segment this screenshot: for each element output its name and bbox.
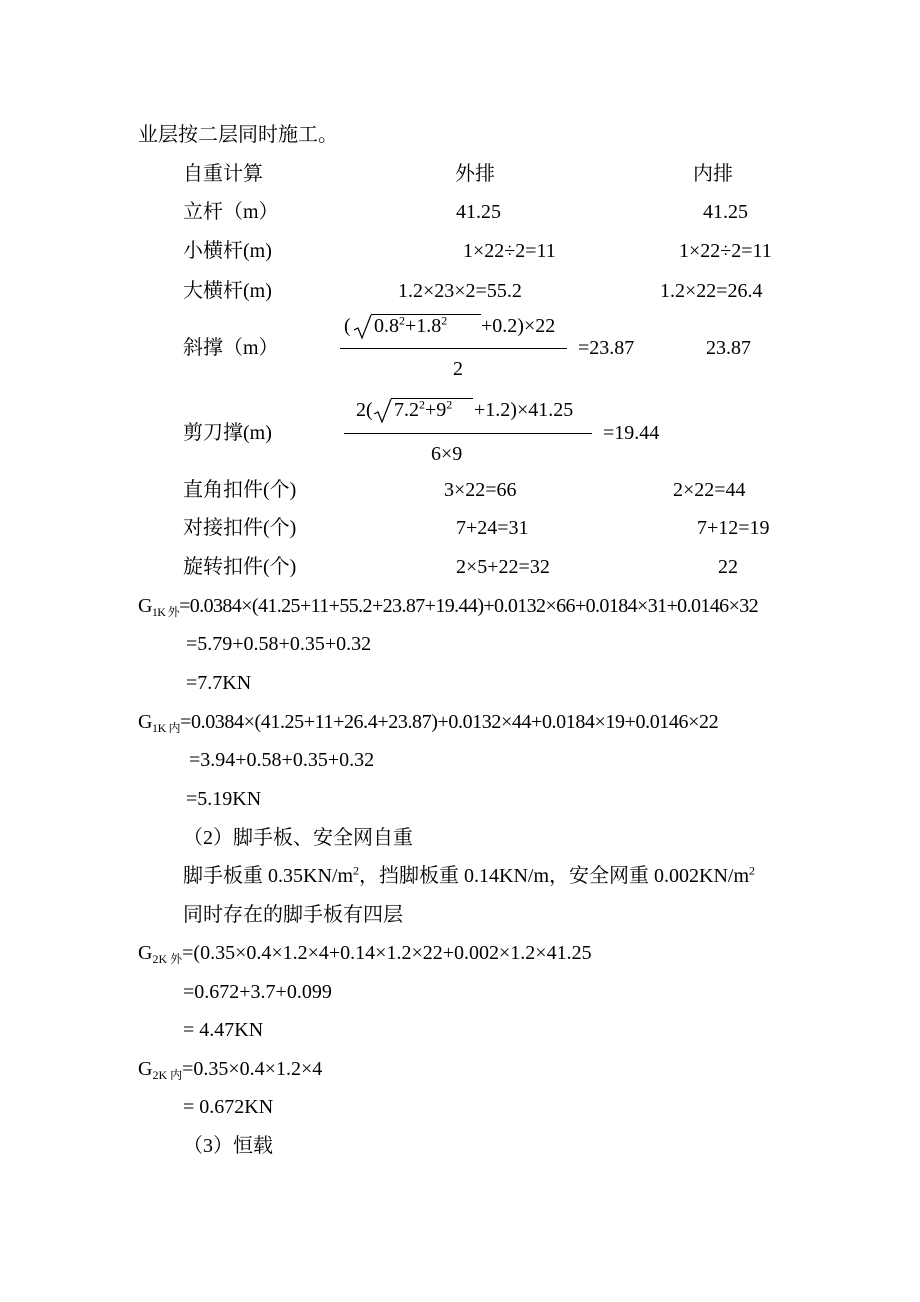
- intro-line: 业层按二层同时施工。: [138, 124, 338, 146]
- shear-numerator-rest: +1.2)×41.25: [474, 399, 574, 421]
- diag-numerator-rest: +0.2)×22: [481, 315, 556, 337]
- g2k-outer-formula: $G_{2K 外}=(0.35\times 0.4\times 1.2\times 4+0.14\times 1.2\times 22+0.002\times 1.2\times 41.25$: [138, 942, 592, 966]
- section-2-weights: 脚手板重 $0.35KN/m^2$，挡脚板重 0.14KN/m，安全网重 $0.002KN/m^2$: [183, 863, 755, 887]
- diag-radicand: $0.8^2+1.8^2$: [374, 313, 448, 337]
- header-inner: 内排: [693, 163, 733, 185]
- row-outer: 7+24=31: [456, 517, 529, 539]
- row-label: 直角扣件(个): [183, 479, 297, 501]
- row-inner: 1.2×22=26.4: [660, 280, 763, 302]
- row-label: 大横杆(m): [183, 280, 272, 302]
- g1k-outer-result: =7.7KN: [186, 672, 252, 694]
- section-3-title: （3）恒载: [183, 1135, 273, 1157]
- row-outer: 41.25: [456, 201, 501, 223]
- g1k-inner-result: =5.19KN: [186, 788, 262, 810]
- sqrt-icon: [373, 398, 393, 424]
- shear-result: =19.44: [603, 422, 660, 444]
- row-inner: 2×22=44: [673, 479, 746, 501]
- fraction-bar: [344, 433, 592, 434]
- diag-label: 斜撑（m）: [183, 337, 279, 359]
- shear-numerator-open: 2(: [356, 399, 373, 421]
- row-label: 小横杆(m): [183, 240, 272, 262]
- header-outer: 外排: [455, 163, 495, 185]
- diag-result: =23.87: [578, 337, 635, 359]
- row-label: 立杆（m）: [183, 201, 279, 223]
- g1k-inner-formula: $G_{1K 内}=0.0384\times(41.25+11+26.4+23.87)+0.0132\times 44+0.0184\times 19+0.0146\times 22$: [138, 711, 719, 735]
- row-label: 旋转扣件(个): [183, 556, 297, 578]
- g2k-inner-formula: $G_{2K 内}=0.35\times 0.4\times 1.2\times 4$: [138, 1058, 323, 1082]
- row-outer: 2×5+22=32: [456, 556, 550, 578]
- row-inner: 1×22÷2=11: [679, 240, 772, 262]
- diag-inner: 23.87: [706, 337, 751, 359]
- section-2-layers: 同时存在的脚手板有四层: [183, 904, 403, 926]
- row-inner: 7+12=19: [697, 517, 770, 539]
- diag-numerator-open: (: [344, 315, 351, 337]
- section-2-title: （2）脚手板、安全网自重: [183, 827, 413, 849]
- g1k-inner-sum: =3.94+0.58+0.35+0.32: [189, 749, 375, 771]
- g2k-outer-sum: =0.672+3.7+0.099: [183, 981, 332, 1003]
- g1k-outer-sum: =5.79+0.58+0.35+0.32: [186, 633, 372, 655]
- row-outer: 1.2×23×2=55.2: [398, 280, 522, 302]
- row-label: 对接扣件(个): [183, 517, 297, 539]
- shear-denominator: 6×9: [431, 443, 463, 465]
- diag-denominator: 2: [453, 358, 463, 380]
- row-inner: 41.25: [703, 201, 748, 223]
- row-inner: 22: [718, 556, 738, 578]
- sqrt-icon: [353, 314, 373, 340]
- g1k-outer-formula: $G_{1K 外}=0.0384\times(41.25+11+55.2+23.87+19.44)+0.0132\times 66+0.0184\times 31+0.0146\times 32$: [138, 595, 759, 619]
- row-outer: 1×22÷2=11: [463, 240, 556, 262]
- g2k-outer-result: = 4.47KN: [183, 1019, 264, 1041]
- g2k-inner-result: = 0.672KN: [183, 1096, 274, 1118]
- shear-radicand: $7.2^2+9^2$: [394, 397, 453, 421]
- row-outer: 3×22=66: [444, 479, 517, 501]
- header-item: 自重计算: [183, 163, 263, 185]
- shear-label: 剪刀撑(m): [183, 422, 272, 444]
- fraction-bar: [340, 348, 567, 349]
